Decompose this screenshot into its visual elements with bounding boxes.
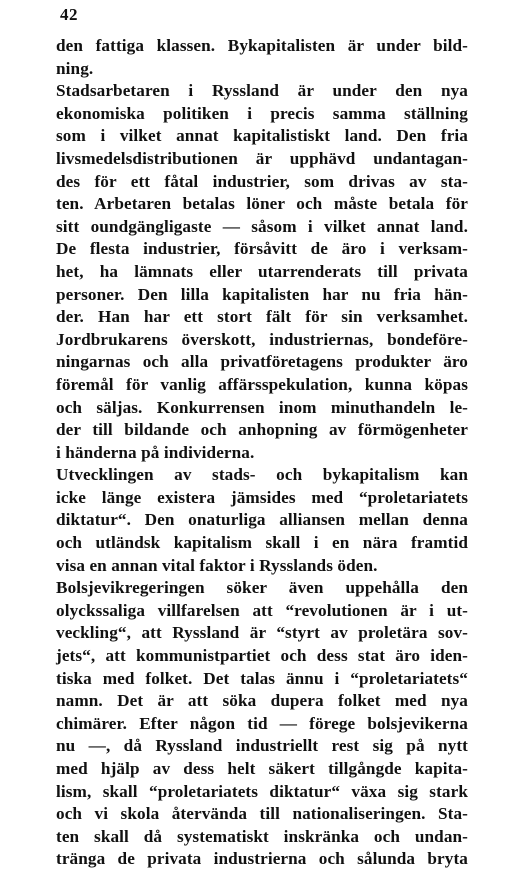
text-line: Utvecklingen av stads- och bykapitalism kan: [56, 465, 468, 485]
text-line: med hjälp av dess helt säkert tillgångde kapita-: [56, 759, 468, 778]
text-line: der. Han har ett stort fält för sin verksamhet.: [56, 307, 468, 327]
text-line: namn. Det är att söka dupera folket med nya: [56, 691, 468, 711]
text-line: ten. Arbetaren betalas löner och måste betala för: [56, 194, 468, 214]
text-line: De flesta industrier, försåvitt de äro i verksam-: [56, 239, 468, 259]
text-line: personer. Den lilla kapitalisten har nu fria hän-: [56, 284, 468, 304]
body-text: [56, 35, 468, 871]
text-line: icke länge existera jämsides med “proletariatets: [56, 487, 468, 507]
text-line: och utländsk kapitalism skall i en nära framtid: [56, 533, 468, 553]
text-line: ning.: [56, 58, 94, 78]
text-line: veckling“, att Ryssland är “styrt av proletära sov-: [56, 623, 468, 643]
text-line: visa en annan vital faktor i Rysslands öden.: [56, 555, 378, 575]
page-number: 42: [60, 5, 78, 24]
text-line: des för ett fåtal industrier, som drivas av sta-: [56, 171, 468, 191]
text-line: der till bildande och anhopning av förmögenheter: [56, 420, 468, 440]
text-line: och vi skola återvända till nationaliseringen. Sta-: [56, 804, 468, 824]
text-line: jets“, att kommunistpartiet och dess stat äro iden-: [56, 646, 468, 666]
text-line: ekonomiska politiken i precis samma ställning: [56, 103, 468, 123]
text-line: Stadsarbetaren i Ryssland är under den nya: [56, 81, 468, 101]
text-line: diktatur“. Den onaturliga alliansen mellan denna: [56, 510, 468, 530]
text-line: ten skall då systematiskt inskränka och undan-: [56, 826, 468, 846]
text-line: i händerna på individerna.: [56, 442, 255, 462]
text-line: lism, skall “proletariatets diktatur“ växa sig stark: [56, 781, 468, 801]
text-line: den fattiga klassen. Bykapitalisten är under bild-: [56, 36, 468, 55]
text-line: tränga de privata industrierna och sålunda bryta: [56, 849, 468, 869]
text-line: sitt oundgängligaste — såsom i vilket annat land.: [56, 216, 468, 236]
text-line: Jordbrukarens överskott, industriernas, bondeföre-: [56, 329, 468, 349]
text-line: som i vilket annat kapitalistiskt land. Den fria: [56, 126, 468, 146]
text-line: Bolsjevikregeringen söker även uppehålla den: [56, 578, 468, 598]
text-line: livsmedelsdistributionen är upphävd undantagan-: [56, 148, 468, 168]
text-line: tiska med folket. Det talas ännu i “proletariatets“: [56, 668, 468, 688]
text-line: och säljas. Konkurrensen inom minuthandeln le-: [56, 397, 468, 417]
text-line: föremål för vanlig affärsspekulation, kunna köpas: [56, 374, 468, 394]
text-line: nu —, då Ryssland industriellt rest sig på nytt: [56, 736, 468, 756]
text-line: het, ha lämnats eller utarrenderats till privata: [56, 261, 468, 281]
text-line: ningarnas och alla privatföretagens produkter äro: [56, 352, 468, 372]
text-line: chimärer. Efter någon tid — förege bolsjevikerna: [56, 713, 468, 733]
text-line: olyckssaliga villfarelsen att “revolutionen är i ut-: [56, 600, 468, 620]
